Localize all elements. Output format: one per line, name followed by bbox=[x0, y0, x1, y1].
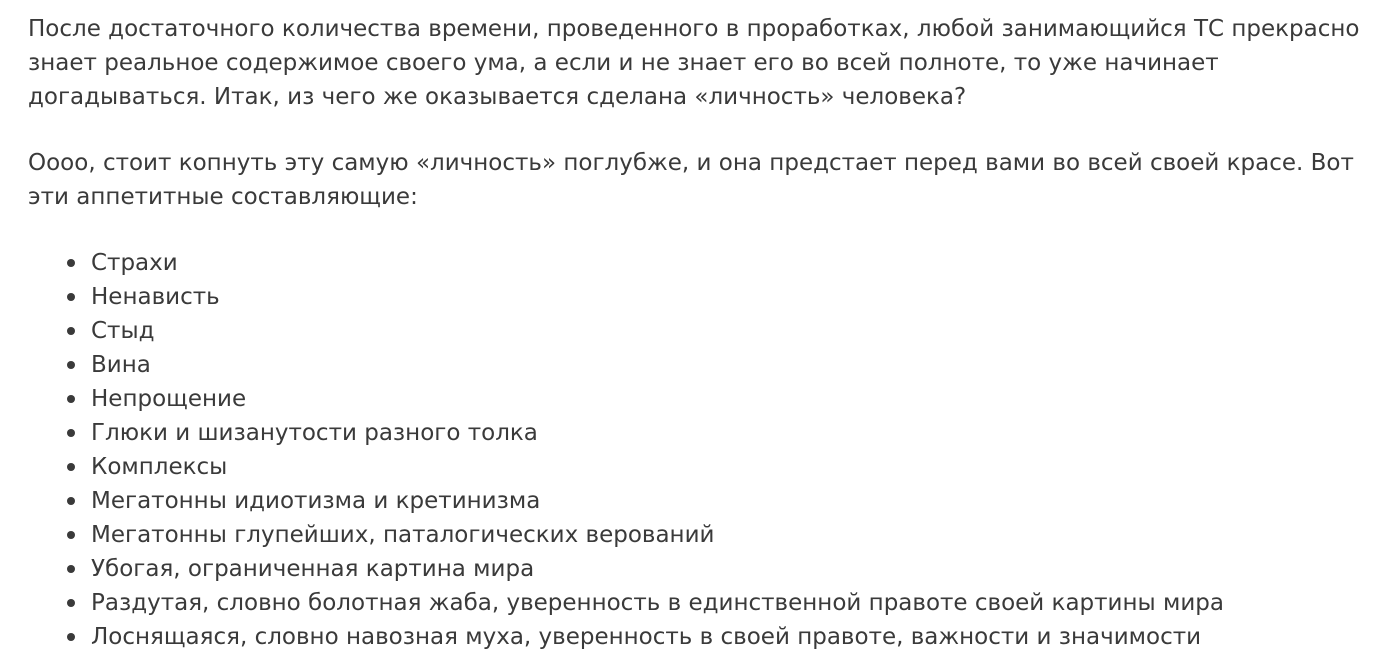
list-item bbox=[91, 518, 1376, 552]
bullet-icon bbox=[67, 429, 75, 437]
list-item-text: Мегатонны идиотизма и кретинизма bbox=[91, 488, 541, 514]
list-item-text: Глюки и шизанутости разного толка bbox=[91, 420, 538, 446]
bullet-icon bbox=[67, 361, 75, 369]
list-item-text: Убогая, ограниченная картина мира bbox=[91, 556, 535, 582]
list-item bbox=[91, 620, 1376, 654]
bullet-icon bbox=[67, 599, 75, 607]
list-item-text: Стыд bbox=[91, 318, 155, 344]
bullet-icon bbox=[67, 633, 75, 641]
components-list bbox=[28, 246, 1376, 654]
list-item-text: Мегатонны глупейших, паталогических верований bbox=[91, 522, 715, 548]
bullet-icon bbox=[67, 395, 75, 403]
bullet-icon bbox=[67, 497, 75, 505]
bullet-icon bbox=[67, 259, 75, 267]
list-item bbox=[91, 450, 1376, 484]
list-item bbox=[91, 382, 1376, 416]
list-item bbox=[91, 586, 1376, 620]
list-item-text: Страхи bbox=[91, 250, 178, 276]
list-item bbox=[91, 552, 1376, 586]
list-item-text: Лоснящаяся, словно навозная муха, уверенность в своей правоте, важности и значимости bbox=[91, 624, 1202, 650]
list-intro-paragraph: Оооо, стоит копнуть эту самую «личность» поглубже, и она предстает перед вами во всей своей красе. Вот эти аппетитные составляющие: bbox=[28, 150, 1354, 210]
bullet-icon bbox=[67, 327, 75, 335]
list-item bbox=[91, 246, 1376, 280]
list-item bbox=[91, 314, 1376, 348]
list-item-text: Комплексы bbox=[91, 454, 228, 480]
list-item-text: Ненависть bbox=[91, 284, 220, 310]
list-item bbox=[91, 280, 1376, 314]
list-item-text: Раздутая, словно болотная жаба, уверенность в единственной правоте своей картины мира bbox=[91, 590, 1224, 616]
list-item-text: Вина bbox=[91, 352, 151, 378]
list-item-text: Непрощение bbox=[91, 386, 247, 412]
intro-paragraph: После достаточного количества времени, проведенного в проработках, любой занимающийся ТС прекрасно знает реальное содержимое своего ума, а если и не знает его во всей полноте, то уже начинает догадываться. Итак, из чего же оказывается сделана «личность» человека? bbox=[28, 16, 1360, 110]
list-item bbox=[91, 416, 1376, 450]
bullet-icon bbox=[67, 293, 75, 301]
bullet-icon bbox=[67, 531, 75, 539]
bullet-icon bbox=[67, 463, 75, 471]
bullet-icon bbox=[67, 565, 75, 573]
list-item bbox=[91, 484, 1376, 518]
list-item bbox=[91, 348, 1376, 382]
